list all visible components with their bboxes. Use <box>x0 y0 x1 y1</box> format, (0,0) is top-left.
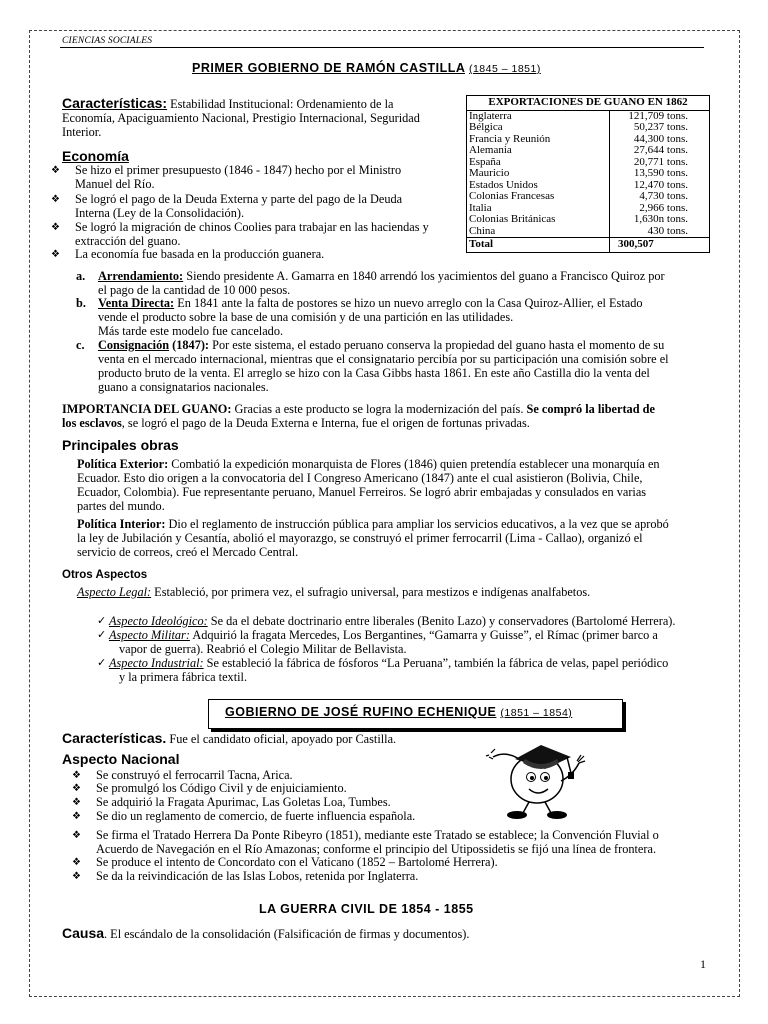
characteristics-text-1: Estabilidad Institucional: Ordenamiento de la <box>167 97 394 111</box>
aspect-militar: ✓ Aspecto Militar: Adquirió la fragata Mercedes, Los Bergantines, “Gamarra y Guisse”, el Rímac (primer barco a vapor de guerra). Reabrió el Colegio Militar de Bellavista. <box>97 628 658 656</box>
echenique-years: (1851 – 1854) <box>500 707 573 719</box>
total-label: Total <box>467 238 610 253</box>
check-icon: ✓ <box>97 657 107 669</box>
tons-cell: 44,300 tons. <box>633 132 688 145</box>
economy-bullet: ❖ Se logró el pago de la Deuda Externa y parte del pago de la Deuda Interna (Ley de la Consolidación). <box>51 192 403 220</box>
national-bullet: ❖ Se adquirió la Fragata Apurimac, Las Goletas Loa, Tumbes. <box>72 795 391 809</box>
tons-cell: 50,237 tons. <box>633 121 688 133</box>
course-header: CIENCIAS SOCIALES <box>62 36 153 46</box>
country-cell: Alemania <box>467 145 610 157</box>
graduate-mascot-illustration <box>485 735 587 821</box>
country-cell: Colonias Británicas <box>467 214 610 226</box>
diamond-bullet-icon: ❖ <box>72 830 81 841</box>
mode-consignacion: c. Consignación (1847): Por este sistema, el estado peruano conserva la propiedad del guano hasta el momento de su venta en el mercado internacional, mientras que el consignatario percibía por su participación una comisión sobre el producto bruto de la venta. El arreglo se hizo con la Casa Gibbs hasta 1861. En este año Castilla dio la venta del guano a consignatarios nacionales. <box>76 338 669 394</box>
page-number: 1 <box>700 957 706 971</box>
civil-war-cause: Causa. El escándalo de la consolidación (Falsificación de firmas y documentos). <box>62 925 470 941</box>
country-cell: Mauricio <box>467 168 610 180</box>
economy-bullet: ❖ Se logró la migración de chinos Coolies para trabajar en las haciendas y extracción del guano. <box>51 220 429 248</box>
aspect-industrial: ✓ Aspecto Industrial: Se estableció la fábrica de fósforos “La Peruana”, también la fábrica de velas, papel periódico y la primera fábrica textil. <box>97 656 669 684</box>
diamond-bullet-icon: ❖ <box>51 222 60 233</box>
mode-arrendamiento: a. Arrendamiento: Siendo presidente A. Gamarra en 1840 arrendó los yacimientos del guano a Francisco Quiroz por el pago de la cantidad de 10 000 pesos. <box>76 269 665 297</box>
diamond-bullet-icon: ❖ <box>72 783 81 794</box>
country-cell: Bélgica <box>467 122 610 134</box>
tons-cell: 27,644 tons. <box>633 144 688 156</box>
country-cell: China <box>467 226 610 238</box>
tons-cell: 20,771 tons. <box>633 155 688 168</box>
check-icon: ✓ <box>97 615 107 627</box>
other-aspects-heading: Otros Aspectos <box>62 569 148 581</box>
guano-exports-table <box>466 95 710 253</box>
characteristics-label: Características: <box>62 95 168 111</box>
country-cell: España <box>467 157 610 169</box>
aspect-ideologico: ✓ Aspecto Ideológico: Se da el debate doctrinario entre liberales (Benito Lazo) y conservadores (Bartolomé Herrera). <box>97 614 676 628</box>
economy-bullet: ❖ Se hizo el primer presupuesto (1846 - 1847) hecho por el Ministro Manuel del Río. <box>51 163 402 191</box>
section-title-castilla <box>192 61 541 75</box>
table-row <box>467 168 710 180</box>
table-row <box>467 122 710 134</box>
section-title-echenique <box>225 705 572 719</box>
diamond-bullet-icon: ❖ <box>72 770 81 781</box>
characteristics-text-3: Interior. <box>62 125 102 139</box>
diamond-bullet-icon: ❖ <box>72 797 81 808</box>
total-value: 300,507 <box>610 238 710 253</box>
echenique-characteristics: Características. Fue el candidato oficial, apoyado por Castilla. <box>62 730 397 746</box>
table-row <box>467 191 710 203</box>
check-icon: ✓ <box>97 629 107 641</box>
country-cell: Italia <box>467 203 610 215</box>
echenique-title-text: GOBIERNO DE JOSÉ RUFINO ECHENIQUE <box>225 705 497 719</box>
diamond-bullet-icon: ❖ <box>51 165 60 176</box>
diamond-bullet-icon: ❖ <box>51 249 60 260</box>
national-bullet: ❖ Se dio un reglamento de comercio, de fuerte influencia española. <box>72 809 416 823</box>
table-title: EXPORTACIONES DE GUANO EN 1862 <box>467 96 710 111</box>
national-bullet: ❖ Se produce el intento de Concordato con el Vaticano (1852 – Bartolomé Herrera). <box>72 855 498 869</box>
tons-cell: 13,590 tons. <box>633 167 688 179</box>
country-cell: Colonias Francesas <box>467 191 610 203</box>
diamond-bullet-icon: ❖ <box>51 194 60 205</box>
tons-cell: 121,709 tons. <box>628 109 688 122</box>
castilla-years: (1845 – 1851) <box>468 63 541 75</box>
diamond-bullet-icon: ❖ <box>72 811 81 822</box>
characteristics-text-2: Economía, Apaciguamiento Nacional, Prestigio Internacional, Seguridad <box>62 111 420 125</box>
economy-bullet: ❖ La economía fue basada en la producción guanera. <box>51 247 325 261</box>
country-cell: Inglaterra <box>467 110 610 122</box>
civil-war-title-text: LA GUERRA CIVIL DE 1854 - 1855 <box>259 902 474 916</box>
main-works-heading: Principales obras <box>62 437 179 453</box>
tons-cell: 1,630n tons. <box>633 213 688 225</box>
national-bullet: ❖ Se da la reivindicación de las Islas Lobos, retenida por Inglaterra. <box>72 869 419 883</box>
national-bullet: ❖ Se construyó el ferrocarril Tacna, Arica. <box>72 768 293 782</box>
aspect-legal: Aspecto Legal: Estableció, por primera vez, el sufragio universal, para mestizos e indígenas analfabetos. <box>77 585 591 599</box>
tons-cell: 2,966 tons. <box>639 201 688 214</box>
total-row <box>467 238 710 253</box>
table-row <box>467 214 710 226</box>
diamond-bullet-icon: ❖ <box>72 871 81 882</box>
country-cell: Francia y Reunión <box>467 134 610 146</box>
domestic-policy: Política Interior: Dio el reglamento de instrucción pública para ampliar los servicios educativos, a la vez que se aprobó la ley de Jubilación y Cesantía, abolió el mayorazgo, se construyó el primer ferrocarril (Lima - Callao), organizó el servicio de correos, creó el Mercado Central. <box>77 517 669 559</box>
national-aspect-heading: Aspecto Nacional <box>62 751 180 767</box>
table-row <box>467 145 710 157</box>
section-title-civil-war <box>259 902 474 916</box>
guano-importance: IMPORTANCIA DEL GUANO: Gracias a este producto se logra la modernización del país. Se compró la libertad de los esclavos, se logró el pago de la Deuda Externa e Interna, fue el origen de fortunas privadas. <box>62 402 655 430</box>
castilla-characteristics <box>62 96 460 139</box>
diamond-bullet-icon: ❖ <box>72 857 81 868</box>
mode-venta-directa: b. Venta Directa: En 1841 ante la falta de postores se hizo un nuevo arreglo con la Casa Quiroz-Allier, el Estado vende el producto sobre la base de una comisión y de una partición en las utilidades. Más tarde este modelo fue cancelado. <box>76 296 643 338</box>
castilla-title-text: PRIMER GOBIERNO DE RAMÓN CASTILLA <box>192 61 465 75</box>
tons-cell: 4,730 tons. <box>639 190 688 202</box>
foreign-policy: Política Exterior: Combatió la expedición monarquista de Flores (1846) quien pretendía establecer una monarquía en Ecuador. Esto dio origen a la convocatoria del I Congreso Americano (1847) ante el cual asistieron (Bolivia, Chile, Ecuador, Colombia). Fue representante peruano, Manuel Ferreiros. Se logró abrir embajadas y consulados en varias partes del mundo. <box>77 457 660 513</box>
national-bullet: ❖ Se promulgó los Código Civil y de enjuiciamiento. <box>72 781 347 795</box>
economy-heading: Economía <box>62 148 129 164</box>
table-row <box>467 226 710 238</box>
country-cell: Estados Unidos <box>467 180 610 192</box>
header-rule <box>60 47 704 48</box>
national-bullet: ❖ Se firma el Tratado Herrera Da Ponte Ribeyro (1851), mediante este Tratado se establece; la Convención Fluvial o Acuerdo de Navegación en el Río Amazonas; conforme el principio del Utipossidetis se fijó una línea de frontera. <box>72 828 659 856</box>
tons-cell: 12,470 tons. <box>633 178 688 191</box>
tons-cell: 430 tons. <box>647 224 688 237</box>
